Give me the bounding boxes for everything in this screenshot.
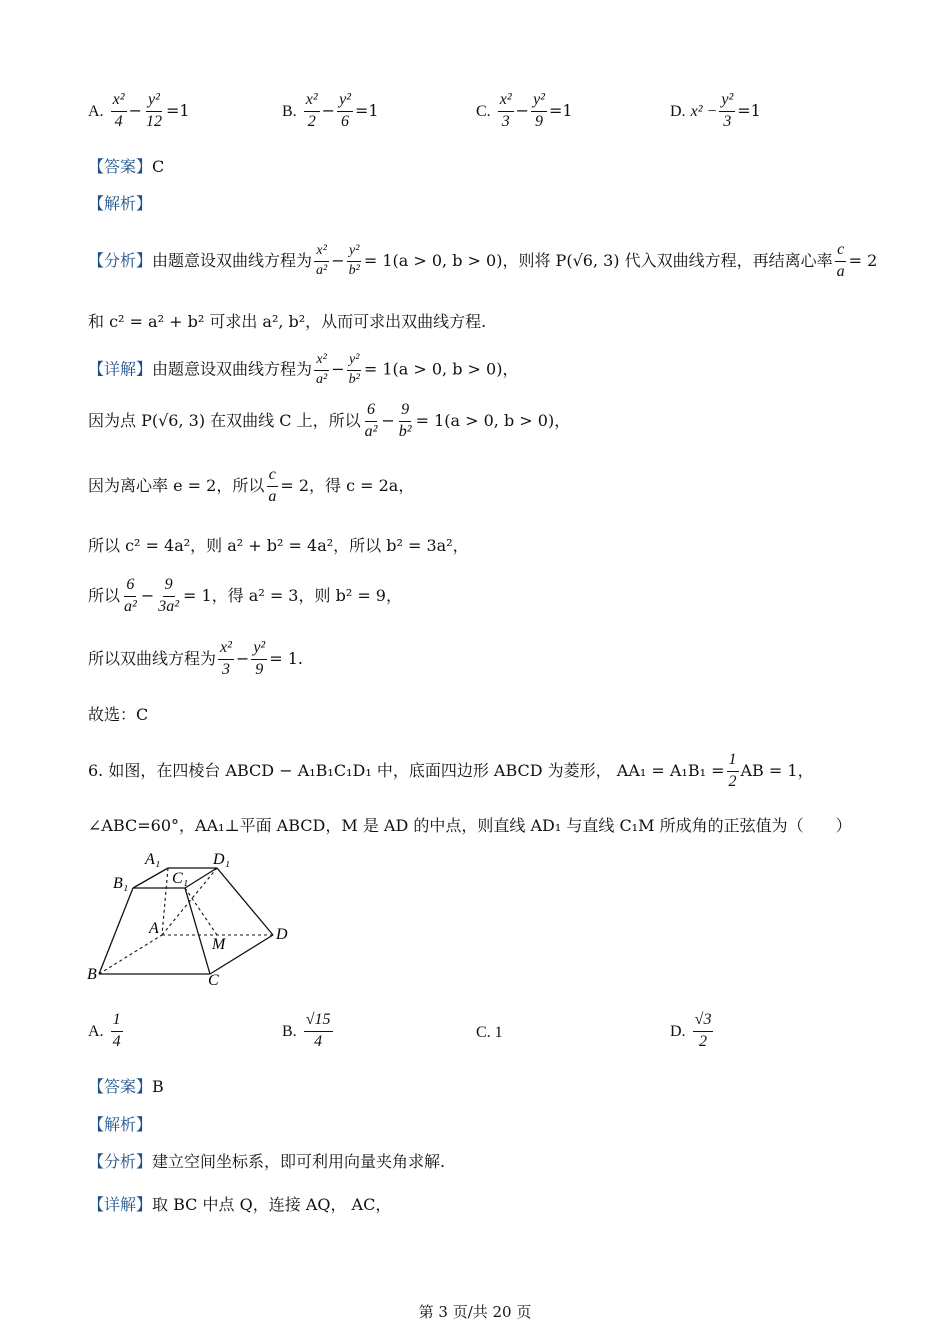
q6-option-a: [88, 1012, 125, 1051]
edge-b1a1: [133, 868, 168, 888]
q5-option-d: [670, 92, 761, 131]
minus-sign: −: [321, 100, 336, 120]
denominator: 4: [112, 1032, 121, 1050]
equation-rhs: =1: [165, 100, 190, 120]
denominator: 3: [723, 112, 732, 130]
numerator: x²: [314, 353, 328, 371]
fraction: [498, 92, 514, 131]
edge-ab-hidden: [99, 935, 162, 974]
denominator: b²: [348, 371, 360, 387]
q5-jiexi: [88, 196, 152, 212]
numerator: x²: [304, 92, 320, 112]
analysis-text: 和 c² = a² + b² 可求出 a², b²，从而可求出双曲线方程.: [88, 312, 487, 331]
detail-text: 所以: [88, 585, 121, 605]
denominator: b²: [398, 422, 412, 440]
option-label: D.: [670, 102, 686, 120]
label-a1: A₁: [145, 851, 161, 868]
denominator: 9: [535, 112, 544, 130]
fraction: [111, 92, 127, 131]
q5-detail-line1: [88, 353, 518, 387]
q5-detail-line6: [88, 640, 303, 679]
q5-detail-line3: [88, 467, 414, 506]
option-label: B.: [282, 1022, 297, 1040]
denominator: 6: [341, 112, 350, 130]
q6-jiexi: [88, 1117, 152, 1133]
edge-aa1-hidden: [162, 868, 168, 935]
fraction: [347, 353, 362, 387]
fraction: [266, 467, 278, 506]
page-number: 第 3 页/共 20 页: [418, 1303, 532, 1321]
fraction: [337, 92, 353, 131]
q5-option-b: [282, 92, 379, 131]
detail-text: = 1.: [269, 648, 303, 668]
numerator: √15: [304, 1012, 333, 1032]
fraction: [397, 402, 414, 441]
numerator: x²: [498, 92, 514, 112]
edge-bb1: [99, 888, 133, 974]
answer-value: B: [152, 1077, 164, 1096]
denominator: 12: [145, 112, 162, 130]
q5-analysis: [88, 242, 877, 281]
option-label: A.: [88, 1022, 104, 1040]
numerator: y²: [347, 353, 361, 371]
fraction: [314, 353, 329, 387]
equation-rhs: =1: [737, 100, 761, 120]
fraction: [144, 92, 164, 131]
equation-lhs: x² −: [690, 102, 718, 120]
minus-sign: −: [235, 648, 250, 668]
q6-answer: [88, 1079, 164, 1095]
numerator: c: [835, 242, 846, 262]
denominator: 9: [255, 660, 264, 678]
denominator: a²: [364, 422, 378, 440]
minus-sign: −: [515, 100, 530, 120]
minus-sign: −: [381, 410, 395, 430]
numerator: y²: [146, 92, 162, 112]
numerator: 1: [727, 752, 739, 772]
equation-rhs: =1: [548, 100, 573, 120]
question-text: ∠ABC=60°，AA₁⊥平面 ABCD，M 是 AD 的中点，则直线 AD₁ 与直线 C₁M 所成角的正弦值为（ ）: [88, 816, 852, 835]
q6-detail: [88, 1197, 391, 1213]
page-footer: [0, 1305, 950, 1320]
denominator: b²: [348, 262, 360, 278]
detail-text: = 1(a > 0, b > 0)，: [415, 410, 571, 430]
label-c1: C₁: [172, 870, 189, 887]
fraction: [727, 752, 739, 791]
denominator: 2: [699, 1032, 708, 1050]
analysis-tag: 【分析】: [88, 250, 153, 270]
answer-tag: 【答案】: [88, 1077, 153, 1096]
denominator: a²: [316, 262, 328, 278]
denominator: 2: [307, 112, 316, 130]
denominator: 2: [728, 772, 737, 790]
numerator: x²: [111, 92, 127, 112]
q5-option-a: [88, 92, 190, 131]
denominator: 4: [114, 112, 123, 130]
fraction: [363, 402, 380, 441]
detail-text: 故选：C: [88, 705, 149, 724]
jiexi-tag: 【解析】: [88, 194, 153, 213]
analysis-text: 建立空间坐标系，即可利用向量夹角求解.: [152, 1152, 446, 1171]
numerator: 9: [163, 577, 175, 597]
denominator: a²: [124, 597, 137, 615]
numerator: y²: [251, 640, 267, 660]
detail-text: 所以 c² = 4a²，则 a² + b² = 4a²，所以 b² = 3a²，: [88, 536, 469, 555]
edge-c1m-hidden: [185, 888, 217, 935]
minus-sign: −: [331, 359, 345, 379]
question-text: 6. 如图，在四棱台 ABCD − A₁B₁C₁D₁ 中，底面四边形 ABCD 为菱形， AA₁ = A₁B₁ =: [88, 760, 725, 780]
fraction: [251, 640, 267, 679]
denominator: 3: [221, 660, 230, 678]
numerator: √3: [693, 1012, 714, 1032]
option-label: B.: [282, 102, 297, 120]
q5-detail-line7: [88, 707, 148, 723]
minus-sign: −: [140, 585, 155, 605]
fraction: [304, 92, 320, 131]
analysis-text: = 2: [848, 250, 878, 270]
fraction: [122, 577, 139, 616]
q5-detail-line2: [88, 402, 570, 441]
fraction: [304, 1012, 333, 1051]
q5-option-c: [476, 92, 573, 131]
answer-tag: 【答案】: [88, 157, 153, 176]
detail-text: 因为点 P(√6, 3) 在双曲线 C 上，所以: [88, 410, 361, 430]
analysis-text: 由题意设双曲线方程为: [152, 250, 313, 270]
analysis-tag: 【分析】: [88, 1152, 153, 1171]
frustum-diagram: [85, 848, 300, 988]
detail-text: 取 BC 中点 Q，连接 AQ， AC，: [152, 1195, 392, 1214]
minus-sign: −: [331, 250, 345, 270]
q5-analysis-line2: [88, 314, 486, 330]
q5-detail-line5: [88, 577, 402, 616]
numerator: y²: [719, 92, 735, 112]
q6-option-d: [670, 1012, 715, 1051]
q5-answer: [88, 159, 164, 175]
option-label: A.: [88, 102, 104, 120]
detail-text: 由题意设双曲线方程为: [152, 359, 313, 379]
numerator: y²: [531, 92, 547, 112]
denominator: 3: [501, 112, 510, 130]
analysis-text: = 1(a > 0, b > 0)，则将 P(√6, 3) 代入双曲线方程，再结离心率: [363, 250, 833, 270]
numerator: 1: [111, 1012, 123, 1032]
denominator: 3a²: [158, 597, 180, 615]
numerator: x²: [314, 244, 328, 262]
edge-ad1-hidden: [162, 868, 217, 935]
q6-question-line2: [88, 818, 852, 834]
minus-sign: −: [128, 100, 142, 120]
detail-text: = 1，得 a² = 3，则 b² = 9，: [183, 585, 402, 605]
answer-value: C: [152, 157, 165, 176]
question-text: AB = 1，: [740, 760, 814, 780]
q6-option-c: [476, 1024, 503, 1041]
label-m: M: [212, 936, 226, 953]
denominator: a²: [316, 371, 328, 387]
numerator: y²: [347, 244, 361, 262]
numerator: 9: [399, 402, 411, 422]
q5-detail-line4: [88, 538, 469, 554]
edge-dd1: [217, 868, 273, 935]
numerator: c: [267, 467, 278, 487]
fraction: [719, 92, 735, 131]
numerator: y²: [337, 92, 353, 112]
label-c: C: [208, 972, 219, 988]
detail-text: = 1(a > 0, b > 0)，: [363, 359, 519, 379]
fraction: [156, 577, 181, 616]
label-d: D: [276, 926, 288, 943]
q6-option-b: [282, 1012, 335, 1051]
denominator: a: [268, 487, 277, 505]
label-d1: D₁: [213, 851, 231, 868]
fraction: [218, 640, 234, 679]
detail-tag: 【详解】: [88, 1195, 153, 1214]
denominator: 4: [314, 1032, 323, 1050]
label-b1: B₁: [113, 875, 129, 892]
denominator: a: [836, 262, 845, 280]
frustum-figure: [85, 848, 300, 992]
q6-analysis: [88, 1154, 445, 1170]
jiexi-tag: 【解析】: [88, 1115, 153, 1134]
detail-text: 所以双曲线方程为: [88, 648, 217, 668]
option-label: C.: [476, 102, 491, 120]
fraction: [314, 244, 329, 278]
detail-text: 因为离心率 e = 2，所以: [88, 475, 265, 495]
label-b: B: [87, 966, 97, 983]
equation-rhs: =1: [354, 100, 379, 120]
fraction: [111, 1012, 123, 1051]
label-a: A: [149, 920, 159, 937]
fraction: [531, 92, 547, 131]
fraction: [835, 242, 847, 281]
fraction: [693, 1012, 714, 1051]
edge-cc1: [185, 888, 210, 974]
option-label: D.: [670, 1022, 686, 1040]
numerator: x²: [218, 640, 234, 660]
fraction: [347, 244, 362, 278]
numerator: 6: [124, 577, 136, 597]
q6-question-line1: [88, 752, 814, 791]
numerator: 6: [365, 402, 377, 422]
detail-tag: 【详解】: [88, 359, 153, 379]
option-label: C. 1: [476, 1024, 503, 1041]
detail-text: = 2，得 c = 2a，: [280, 475, 415, 495]
edge-c1d1: [185, 868, 217, 888]
